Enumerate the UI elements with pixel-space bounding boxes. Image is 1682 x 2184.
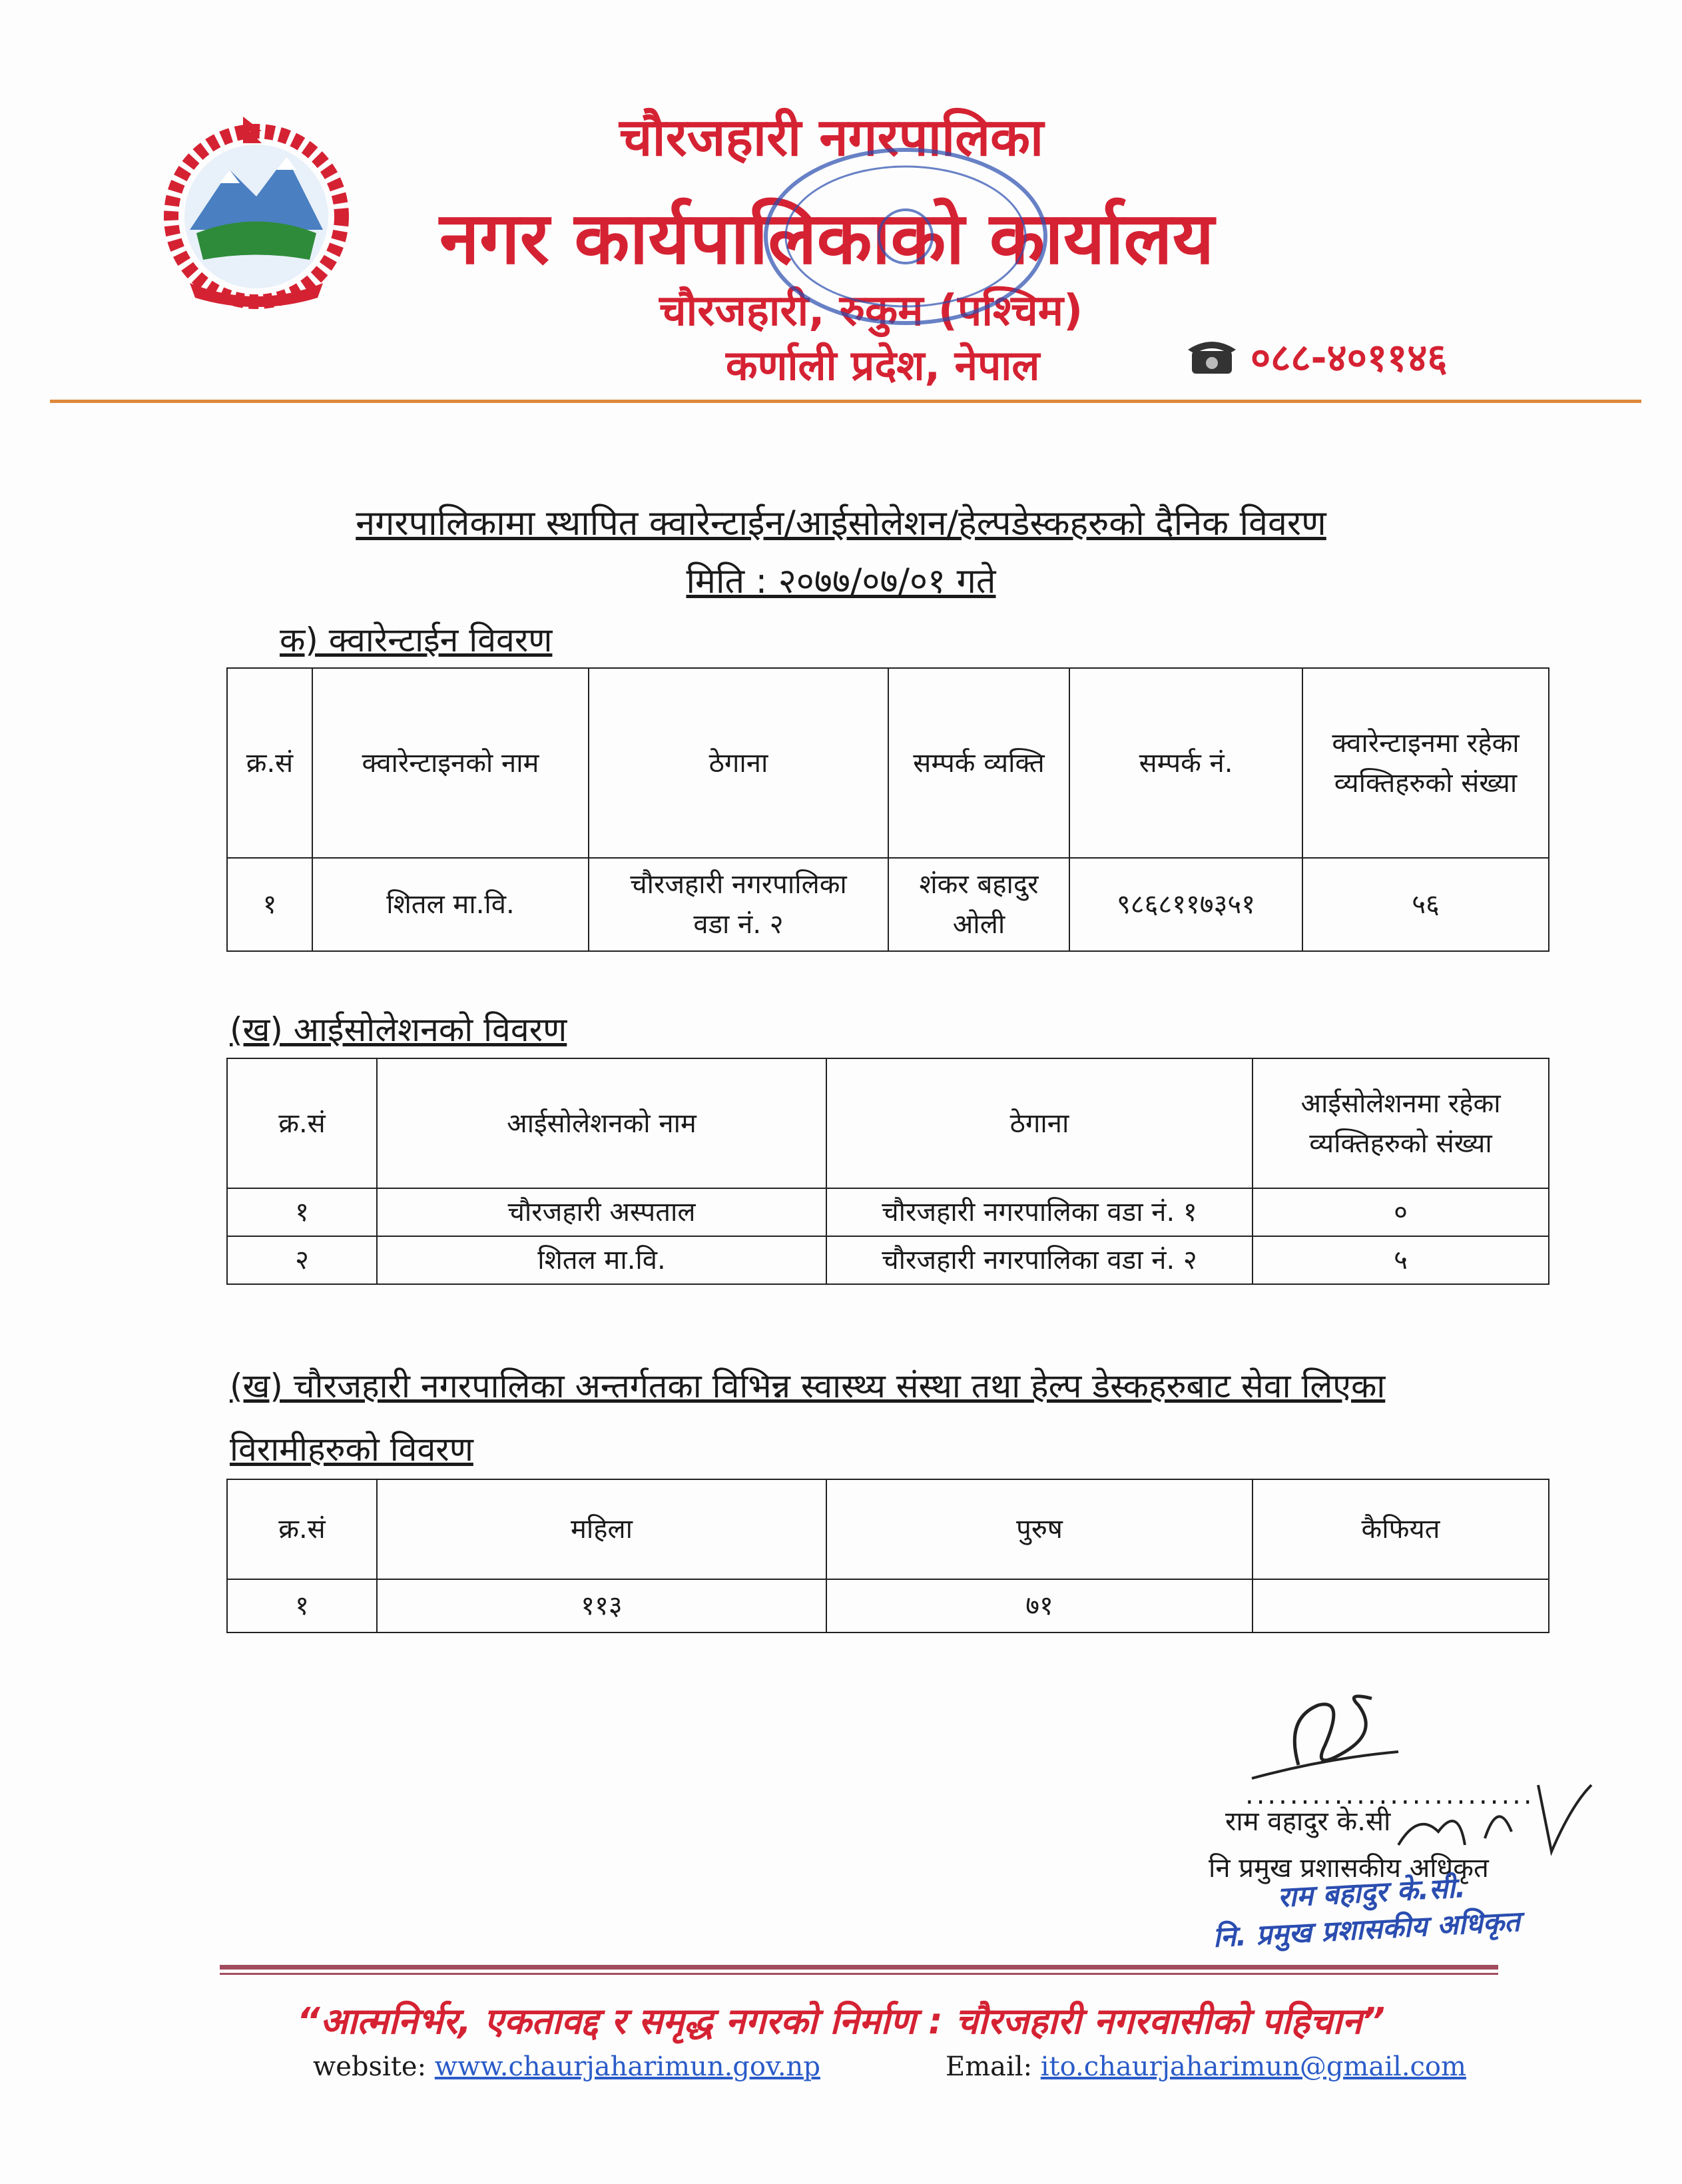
nepal-emblem-icon — [143, 117, 370, 316]
org-name-line: चौरजहारी नगरपालिका — [619, 108, 1044, 168]
address-line: चौरजहारी, रुकुम (पश्चिम) — [659, 286, 1083, 336]
document-title: नगरपालिकामा स्थापित क्वारेन्टाईन/आईसोलेशन/हेल्पडेस्कहरुको दैनिक विवरण — [356, 504, 1326, 544]
table-cell: २ — [227, 1236, 377, 1284]
province-line: कर्णाली प्रदेश, नेपाल — [726, 341, 1040, 390]
column-header: क्र.सं — [227, 1479, 377, 1579]
table-cell: शितल मा.वि. — [377, 1236, 826, 1284]
table-cell: ५ — [1253, 1236, 1549, 1284]
column-header: आईसोलेशनमा रहेका व्यक्तिहरुको संख्या — [1253, 1058, 1549, 1188]
website-contact — [313, 2051, 820, 2082]
signatory-post: नि प्रमुख प्रशासकीय अधिकृत — [1209, 1853, 1489, 1884]
table-cell: १ — [227, 858, 312, 951]
table-cell: चौरजहारी नगरपालिका वडा नं. २ — [589, 858, 888, 951]
office-name-line: नगर कार्यपालिकाको कार्यालय — [439, 197, 1215, 280]
column-header: क्र.सं — [227, 1058, 377, 1188]
quarantine-table — [226, 667, 1549, 952]
table-cell: ७१ — [826, 1579, 1253, 1633]
stamp-post: नि. प्रमुख प्रशासकीय अधिकृत — [1212, 1904, 1521, 1954]
table-cell: १ — [227, 1579, 377, 1633]
column-header: सम्पर्क व्यक्ति — [888, 668, 1069, 858]
document-date: मिति : २०७७/०७/०१ गते — [686, 561, 996, 601]
table-cell: ० — [1253, 1188, 1549, 1236]
column-header: क्वारेन्टाइनको नाम — [312, 668, 589, 858]
column-header: आईसोलेशनको नाम — [377, 1058, 826, 1188]
column-header: ठेगाना — [589, 668, 888, 858]
table-cell: चौरजहारी अस्पताल — [377, 1188, 826, 1236]
table-header-row — [227, 1058, 1549, 1188]
isolation-table — [226, 1058, 1549, 1285]
table-header-row — [227, 668, 1549, 858]
table-row — [227, 1188, 1549, 1236]
table-cell: ११३ — [377, 1579, 826, 1633]
website-link[interactable]: www.chaurjaharimun.gov.np — [434, 2051, 820, 2082]
table-cell: चौरजहारी नगरपालिका वडा नं. १ — [826, 1188, 1253, 1236]
email-contact — [946, 2051, 1466, 2082]
table-cell: शितल मा.वि. — [312, 858, 589, 951]
signatory-name: राम वहादुर के.सी — [1225, 1806, 1391, 1837]
table-header-row — [227, 1479, 1549, 1579]
column-header: ठेगाना — [826, 1058, 1253, 1188]
name-stamp — [1210, 1867, 1521, 1956]
quarantine-heading: क) क्वारेन्टाईन विवरण — [280, 621, 553, 659]
column-header: कैफियत — [1253, 1479, 1549, 1579]
column-header: सम्पर्क नं. — [1069, 668, 1302, 858]
column-header: महिला — [377, 1479, 826, 1579]
website-label: website: — [313, 2051, 427, 2082]
column-header: क्वारेन्टाइनमा रहेका व्यक्तिहरुको संख्या — [1302, 668, 1549, 858]
table-cell — [1253, 1579, 1549, 1633]
column-header: पुरुष — [826, 1479, 1253, 1579]
footer-slogan: “आत्मनिर्भर, एकतावद्द र समृद्ध नगरको निर्माण : चौरजहारी नगरवासीको पहिचान” — [296, 2000, 1386, 2042]
table-cell: शंकर बहादुर ओली — [888, 858, 1069, 951]
phone-number: ०८८-४०११४६ — [1251, 335, 1448, 380]
table-row — [227, 1236, 1549, 1284]
patients-table — [226, 1479, 1549, 1633]
email-link[interactable]: ito.chaurjaharimun@gmail.com — [1040, 2051, 1466, 2082]
patients-heading-cont: विरामीहरुको विवरण — [230, 1430, 473, 1469]
stamp-name: राम बहादुर के.सी. — [1276, 1871, 1467, 1914]
footer-divider — [220, 1965, 1498, 1970]
office-stamp-icon — [752, 137, 1059, 336]
column-header: क्र.सं — [227, 668, 312, 858]
footer-divider-thin — [220, 1973, 1498, 1975]
patients-heading: (ख) चौरजहारी नगरपालिका अन्तर्गतका विभिन्न स्वास्थ्य संस्था तथा हेल्प डेस्कहरुबाट सेवा लिएका — [230, 1367, 1386, 1405]
table-row — [227, 1579, 1549, 1633]
phone-contact — [1185, 330, 1448, 382]
table-cell: १ — [227, 1188, 377, 1236]
email-label: Email: — [946, 2051, 1033, 2082]
table-cell: ५६ — [1302, 858, 1549, 951]
signature-line: .......................... — [1245, 1780, 1535, 1810]
table-cell: चौरजहारी नगरपालिका वडा नं. २ — [826, 1236, 1253, 1284]
table-row — [227, 858, 1549, 951]
table-cell: ९८६८११७३५१ — [1069, 858, 1302, 951]
isolation-heading: (ख) आईसोलेशनको विवरण — [230, 1010, 567, 1049]
telephone-icon — [1185, 336, 1239, 376]
header-divider — [50, 400, 1641, 403]
